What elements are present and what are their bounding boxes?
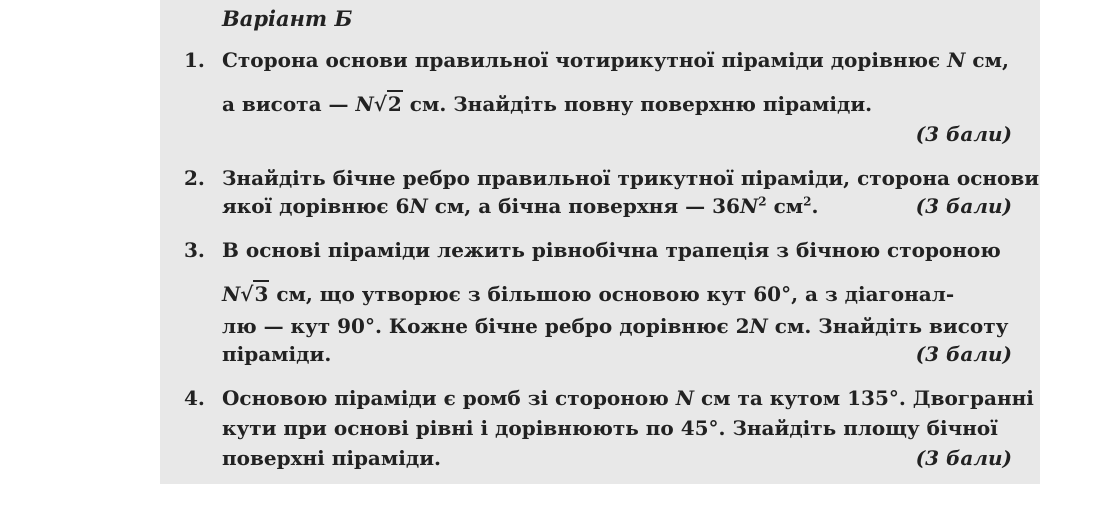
task-3-line-2: N√3 см, що утворює з більшою основою кут 60°, а з діагонал- — [222, 282, 955, 306]
task-1-line-1: Сторона основи правильної чотирикутної піраміди дорівнює N см, — [222, 48, 1009, 72]
task-4-line-2: кути при основі рівні і дорівнюють по 45°. Знайдіть площу бічної — [222, 416, 998, 440]
task-3-line-3: лю — кут 90°. Кожне бічне ребро дорівнює 2N см. Знайдіть висоту — [222, 314, 1009, 338]
task-4-line-3: поверхні піраміди. — [222, 446, 441, 470]
task-2-line-1: Знайдіть бічне ребро правильної трикутної піраміди, сторона основи — [222, 166, 1040, 190]
task-2-line-2: якої дорівнює 6N см, а бічна поверхня — $36N^2$ $см^2$. — [222, 194, 819, 218]
task-number: 1. — [184, 48, 205, 72]
task-number: 3. — [184, 238, 205, 262]
points-label: (3 бали) — [915, 342, 1012, 366]
points-label: (3 бали) — [915, 194, 1012, 218]
points-label: (3 бали) — [915, 122, 1012, 146]
sqrt-symbol: √3 — [240, 282, 269, 306]
task-4-line-1: Основою піраміди є ромб зі стороною N см та кутом 135°. Двогранні — [222, 386, 1034, 410]
variant-heading: Варіант Б — [222, 6, 353, 31]
sqrt-symbol: √2 — [373, 92, 402, 116]
task-number: 2. — [184, 166, 205, 190]
task-1-line-2: а висота — N√2 см. Знайдіть повну поверхню піраміди. — [222, 92, 873, 116]
task-number: 4. — [184, 386, 205, 410]
points-label: (3 бали) — [915, 446, 1012, 470]
task-3-line-4: піраміди. — [222, 342, 332, 366]
task-3-line-1: В основі піраміди лежить рівнобічна трапеція з бічною стороною — [222, 238, 1001, 262]
